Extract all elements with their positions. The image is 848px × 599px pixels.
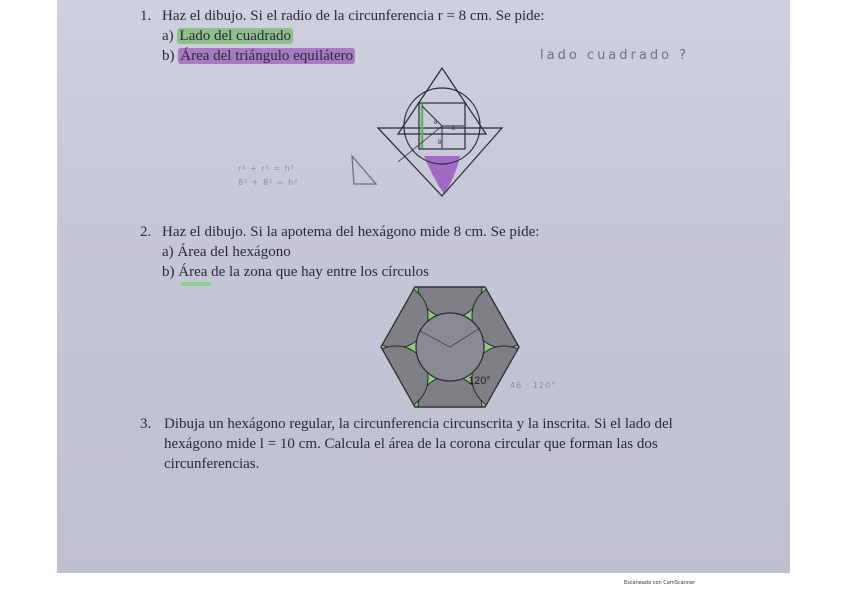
angle-120-label: 120°	[468, 375, 491, 387]
question-1-statement: Haz el dibujo. Si el radio de la circunferencia r = 8 cm. Se pide:	[162, 8, 545, 24]
handwritten-formula-2: 8² + 8² = h²	[238, 178, 299, 187]
question-3-line-1: Dibuja un hexágono regular, la circunferencia circunscrita y la inscrita. Si el lado del	[164, 416, 673, 432]
label-8-b: 8	[452, 126, 456, 132]
item-b-text: Área del triángulo equilátero	[180, 48, 354, 64]
question-2-item-b	[162, 262, 429, 282]
question-2-item-a	[162, 242, 291, 262]
item-b-prefix: b)	[162, 264, 175, 280]
equilateral-triangle-top	[398, 68, 486, 134]
figure-2-hexagon	[380, 286, 520, 408]
question-3	[140, 414, 740, 484]
green-mark	[181, 282, 211, 286]
scanner-footer: Escaneado con CamScanner	[624, 580, 696, 586]
handwritten-formula-1: r² + r² = h²	[238, 164, 295, 173]
question-2-statement: Haz el dibujo. Si la apotema del hexágono mide 8 cm. Se pide:	[162, 224, 540, 240]
question-2	[140, 222, 740, 282]
item-a-prefix: a)	[162, 28, 174, 44]
label-8-c: 8	[438, 140, 442, 146]
label-8-a: 8	[434, 120, 438, 126]
question-3-number: 3.	[140, 416, 152, 432]
item-a-text: Lado del cuadrado	[179, 28, 292, 44]
question-3-line-2: hexágono mide l = 10 cm. Calcula el área de la corona circular que forman las dos	[164, 436, 658, 452]
figure-1-diagram	[376, 66, 508, 198]
question-3-line-3: circunferencias.	[164, 456, 260, 472]
question-1-item-a	[162, 26, 293, 46]
question-2-number: 2.	[140, 224, 152, 240]
item-a-text: Área del hexágono	[177, 244, 291, 260]
handwritten-note-q2: 46 · 120°	[510, 381, 557, 390]
handwritten-note-q1: lado cuadrado ?	[540, 48, 690, 63]
question-1-item-b	[162, 46, 355, 66]
item-b-text: Área de la zona que hay entre los círculos	[178, 264, 429, 280]
item-b-prefix: b)	[162, 48, 175, 64]
item-a-prefix: a)	[162, 244, 174, 260]
question-1-number: 1.	[140, 8, 152, 24]
